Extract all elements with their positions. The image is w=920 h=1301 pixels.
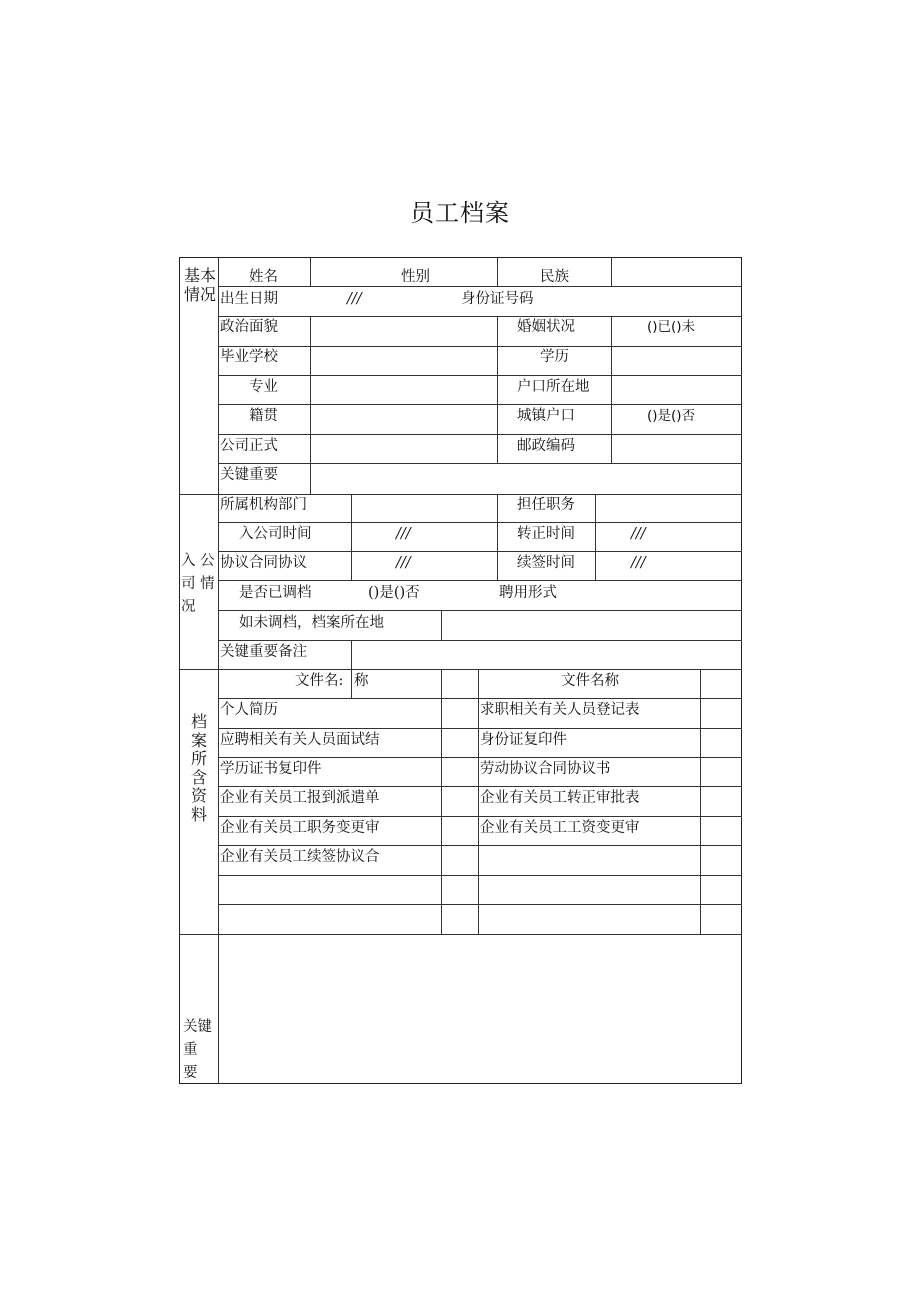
graduated-school-label: 毕业学校: [220, 349, 278, 365]
company-formal-label: 公司正式: [220, 438, 278, 454]
household-location-label: 户口所在地: [517, 379, 590, 395]
section-line: [180, 934, 742, 935]
section-label-join: 入 公 司 情 况: [181, 553, 215, 615]
department-label: 所属机构部门: [220, 497, 307, 513]
section-line: [180, 669, 742, 670]
archive-right-item: 求职相关有关人员登记表: [480, 702, 640, 718]
row-line: [218, 404, 742, 405]
urban-household-options: ()是()否: [647, 408, 696, 424]
regular-date-label: 转正时间: [517, 526, 575, 542]
renewal-date-value: ///: [631, 555, 646, 571]
row-line: [218, 610, 742, 611]
col-line: [497, 258, 498, 286]
archive-right-item: 身份证复印件: [480, 732, 567, 748]
renewal-date-label: 续签时间: [517, 555, 575, 571]
section-label-remarks: 关键 重 要: [183, 1019, 212, 1081]
id-number-label: 身份证号码: [461, 291, 534, 307]
page-title: 员工档案: [410, 199, 510, 227]
name-label: 姓名: [249, 269, 278, 285]
row-line: [218, 580, 742, 581]
archive-left-item: 企业有关员工职务变更审: [220, 820, 380, 836]
join-date-value: ///: [396, 526, 411, 542]
row-line: [218, 757, 742, 758]
file-transferred-label: 是否已调档: [239, 585, 312, 601]
col-line: [478, 669, 479, 934]
archive-header-left-suffix: 称: [354, 673, 369, 689]
archive-left-item: 应聘相关有关人员面试结: [220, 732, 380, 748]
employee-record-form: [179, 257, 742, 1084]
label-column-line: [218, 258, 219, 1084]
row-line: [218, 551, 742, 552]
col-line: [595, 494, 596, 580]
archive-header-left: 文件名:: [295, 673, 344, 689]
col-line: [310, 463, 311, 494]
col-line: [351, 494, 352, 580]
row-line: [218, 845, 742, 846]
col-line: [441, 669, 442, 934]
row-line: [218, 434, 742, 435]
row-line: [218, 728, 742, 729]
major-label: 专业: [249, 379, 278, 395]
contract-value: ///: [396, 555, 411, 571]
row-line: [218, 286, 742, 287]
join-date-label: 入公司时间: [239, 526, 312, 542]
education-label: 学历: [540, 349, 569, 365]
archive-left-item: 学历证书复印件: [220, 761, 322, 777]
section-label-archive: 档 案 所 含 资 料: [191, 712, 208, 824]
row-line: [218, 522, 742, 523]
row-line: [218, 316, 742, 317]
birth-date-value: ///: [347, 291, 362, 307]
row-line: [218, 816, 742, 817]
archive-header-right: 文件名称: [561, 673, 619, 689]
col-line: [351, 669, 352, 698]
row-line: [218, 640, 742, 641]
section-line: [180, 494, 742, 495]
col-line: [310, 258, 311, 286]
col-line: [351, 640, 352, 669]
col-line: [611, 258, 612, 286]
birth-date-label: 出生日期: [220, 291, 278, 307]
ethnicity-label: 民族: [540, 269, 569, 285]
row-line: [218, 875, 742, 876]
postal-code-label: 邮政编码: [517, 438, 575, 454]
row-line: [218, 375, 742, 376]
marital-status-label: 婚姻状况: [517, 319, 575, 335]
key-important-label: 关键重要: [220, 467, 278, 483]
col-line: [611, 316, 612, 463]
archive-right-item: 企业有关员工工资变更审: [480, 820, 640, 836]
position-label: 担任职务: [517, 497, 575, 513]
key-remarks-label: 关键重要备注: [220, 644, 307, 660]
archive-left-item: 企业有关员工报到派遣单: [220, 790, 380, 806]
file-location-label: 如未调档，档案所在地: [239, 615, 384, 631]
employment-form-label: 聘用形式: [499, 585, 557, 601]
political-status-label: 政治面貌: [220, 319, 278, 335]
section-label-basic: 基本 情况: [184, 266, 217, 304]
urban-household-label: 城镇户口: [517, 408, 575, 424]
row-line: [218, 346, 742, 347]
col-line: [441, 610, 442, 640]
row-line: [218, 904, 742, 905]
gender-label: 性别: [401, 269, 430, 285]
col-line: [700, 669, 701, 934]
file-transferred-options: ()是()否: [368, 585, 420, 601]
row-line: [218, 698, 742, 699]
col-line: [497, 494, 498, 580]
native-place-label: 籍贯: [249, 408, 278, 424]
archive-right-item: 企业有关员工转正审批表: [480, 790, 640, 806]
row-line: [218, 786, 742, 787]
archive-left-item: 企业有关员工续签协议合: [220, 849, 380, 865]
col-line: [497, 316, 498, 463]
regular-date-value: ///: [631, 526, 646, 542]
archive-left-item: 个人简历: [220, 702, 278, 718]
row-line: [218, 463, 742, 464]
marital-options: ()已()未: [647, 319, 696, 335]
archive-right-item: 劳动协议合同协议书: [480, 761, 611, 777]
col-line: [310, 316, 311, 463]
contract-label: 协议合同协议: [220, 555, 307, 571]
